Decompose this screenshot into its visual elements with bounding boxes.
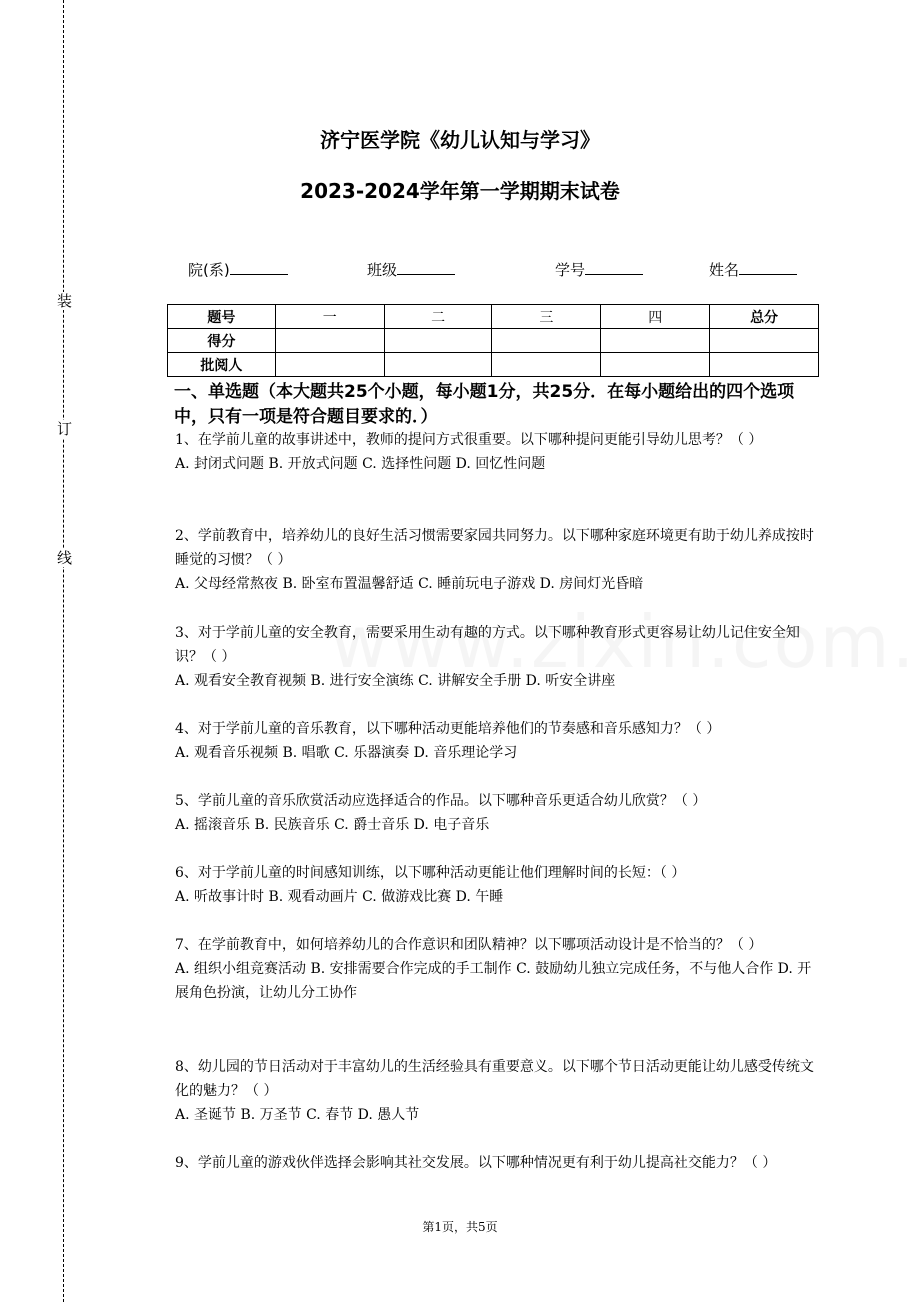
question-4 <box>175 717 815 765</box>
question-options: A. 观看音乐视频 B. 唱歌 C. 乐器演奏 D. 音乐理论学习 <box>175 745 518 761</box>
name-field[interactable] <box>709 258 797 280</box>
score-table-grader-row <box>168 353 819 377</box>
score-cell-3[interactable] <box>492 329 601 353</box>
class-blank[interactable] <box>397 258 455 275</box>
grader-cell-1[interactable] <box>275 353 384 377</box>
binding-label-zhuang: 装 <box>57 292 73 310</box>
name-label: 姓名 <box>709 261 740 279</box>
question-options: A. 听故事计时 B. 观看动画片 C. 做游戏比赛 D. 午睡 <box>175 889 504 905</box>
row-label-grader: 批阅人 <box>168 353 276 377</box>
question-stem: 6、对于学前儿童的时间感知训练，以下哪种活动更能让他们理解时间的长短：（ ） <box>175 865 686 881</box>
question-stem: 3、对于学前儿童的安全教育，需要采用生动有趣的方式。以下哪种教育形式更容易让幼儿记住安全知识？（ ） <box>175 625 800 665</box>
question-6 <box>175 861 815 909</box>
name-blank[interactable] <box>739 258 797 275</box>
question-7 <box>175 933 815 1005</box>
column-total: 总分 <box>710 305 819 329</box>
question-9 <box>175 1151 815 1175</box>
question-stem: 5、学前儿童的音乐欣赏活动应选择适合的作品。以下哪种音乐更适合幼儿欣赏？（ ） <box>175 793 707 809</box>
score-cell-2[interactable] <box>384 329 492 353</box>
dept-blank[interactable] <box>230 258 288 275</box>
student-id-field[interactable] <box>555 258 643 280</box>
question-options: A. 封闭式问题 B. 开放式问题 C. 选择性问题 D. 回忆性问题 <box>175 456 546 472</box>
score-table-header-row <box>168 305 819 329</box>
question-stem: 9、学前儿童的游戏伙伴选择会影响其社交发展。以下哪种情况更有利于幼儿提高社交能力？（ ） <box>175 1155 777 1171</box>
question-stem: 7、在学前教育中，如何培养幼儿的合作意识和团队精神？以下哪项活动设计是不恰当的？（ ） <box>175 937 763 953</box>
column-3: 三 <box>492 305 601 329</box>
column-2: 二 <box>384 305 492 329</box>
student-info-row <box>0 258 920 280</box>
student-id-label: 学号 <box>555 261 586 279</box>
dept-label: 院(系) <box>188 261 230 279</box>
question-3 <box>175 621 815 693</box>
question-stem: 8、幼儿园的节日活动对于丰富幼儿的生活经验具有重要意义。以下哪个节日活动更能让幼儿感受传统文化的魅力？（ ） <box>175 1059 814 1099</box>
question-8 <box>175 1055 815 1127</box>
question-1 <box>175 428 815 476</box>
score-cell-1[interactable] <box>275 329 384 353</box>
question-5 <box>175 789 815 837</box>
grader-cell-4[interactable] <box>601 353 710 377</box>
exam-title-line1: 济宁医学院《幼儿认知与学习》 <box>320 128 600 152</box>
question-stem: 4、对于学前儿童的音乐教育，以下哪种活动更能培养他们的节奏感和音乐感知力？（ ） <box>175 721 721 737</box>
student-id-blank[interactable] <box>585 258 643 275</box>
section-1-heading: 一、单选题（本大题共25个小题，每小题1分，共25分．在每小题给出的四个选项中，只有一项是符合题目要求的．） <box>174 382 795 427</box>
page-footer: 第1页，共5页 <box>422 1220 498 1234</box>
question-options: A. 组织小组竞赛活动 B. 安排需要合作完成的手工制作 C. 鼓励幼儿独立完成任务，不与他人合作 D. 开展角色扮演，让幼儿分工协作 <box>175 961 812 1001</box>
question-2 <box>175 524 815 596</box>
question-options: A. 摇滚音乐 B. 民族音乐 C. 爵士音乐 D. 电子音乐 <box>175 817 490 833</box>
grader-cell-total[interactable] <box>710 353 819 377</box>
row-label-score: 得分 <box>168 329 276 353</box>
question-options: A. 父母经常熬夜 B. 卧室布置温馨舒适 C. 睡前玩电子游戏 D. 房间灯光昏暗 <box>175 576 644 592</box>
question-stem: 2、学前教育中，培养幼儿的良好生活习惯需要家园共同努力。以下哪种家庭环境更有助于幼儿养成按时睡觉的习惯？（ ） <box>175 528 814 568</box>
binding-label-xian: 线 <box>57 549 73 567</box>
class-field[interactable] <box>367 258 455 280</box>
exam-title-line2: 2023-2024学年第一学期期末试卷 <box>300 179 620 203</box>
question-stem: 1、在学前儿童的故事讲述中，教师的提问方式很重要。以下哪种提问更能引导幼儿思考？（ ） <box>175 432 763 448</box>
row-label-question-no: 题号 <box>168 305 276 329</box>
grader-cell-2[interactable] <box>384 353 492 377</box>
column-4: 四 <box>601 305 710 329</box>
binding-label-ding: 订 <box>57 420 73 438</box>
column-1: 一 <box>275 305 384 329</box>
grader-cell-3[interactable] <box>492 353 601 377</box>
question-options: A. 观看安全教育视频 B. 进行安全演练 C. 讲解安全手册 D. 听安全讲座 <box>175 673 616 689</box>
question-options: A. 圣诞节 B. 万圣节 C. 春节 D. 愚人节 <box>175 1107 420 1123</box>
score-cell-total[interactable] <box>710 329 819 353</box>
score-table-score-row <box>168 329 819 353</box>
score-cell-4[interactable] <box>601 329 710 353</box>
score-table <box>167 304 819 377</box>
dept-field[interactable] <box>188 258 288 280</box>
class-label: 班级 <box>367 261 398 279</box>
